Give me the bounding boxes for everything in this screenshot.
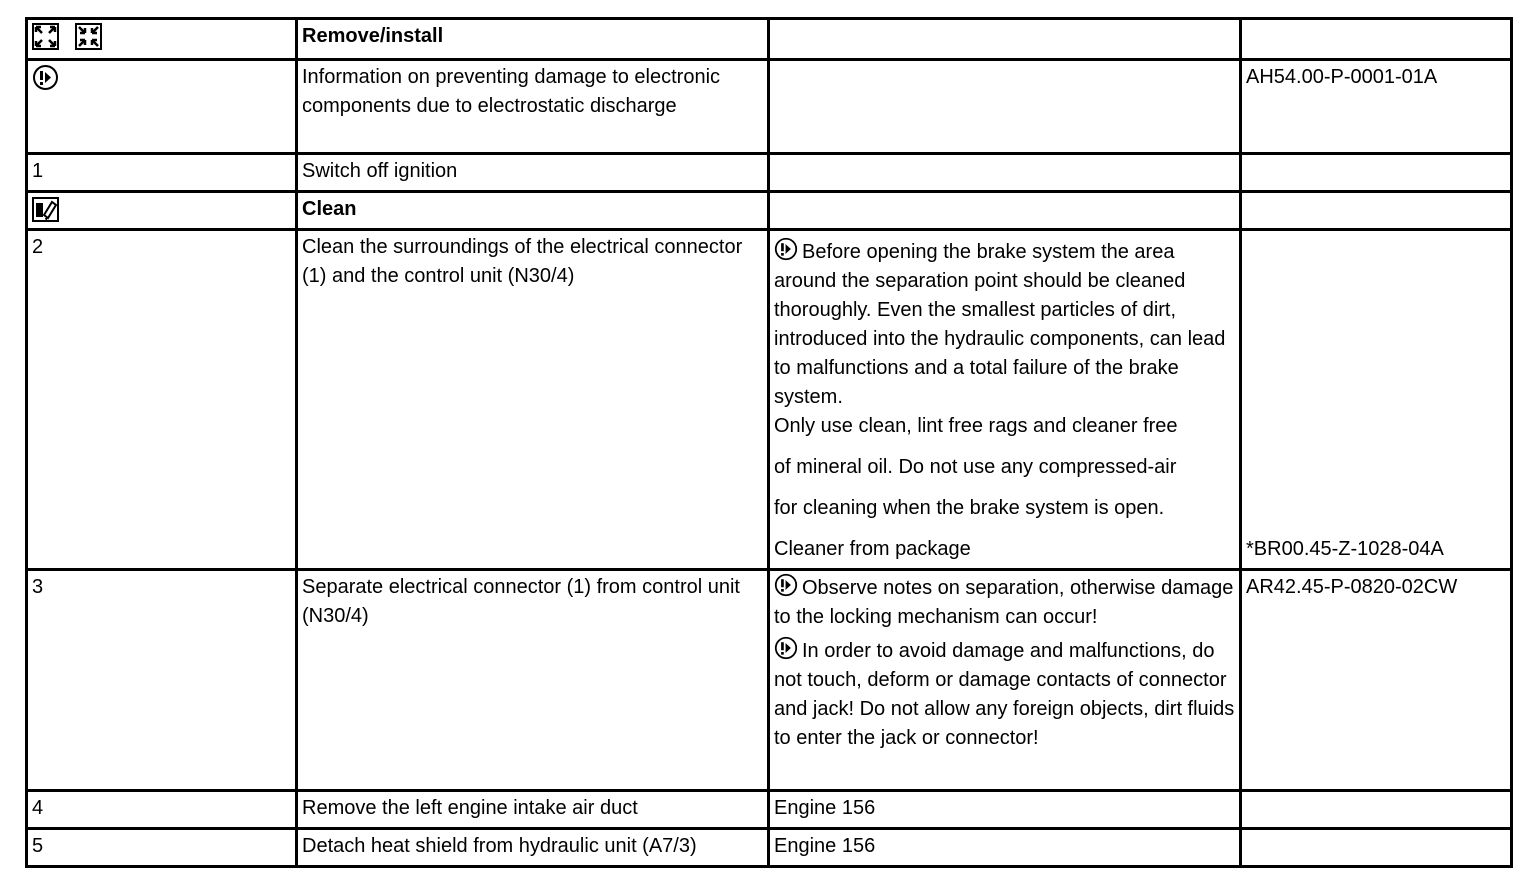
table-row (27, 791, 1512, 829)
caution-note (774, 573, 1235, 632)
note-text: for cleaning when the brake system is open. (774, 497, 1165, 519)
table-row (27, 154, 1512, 192)
clean-icon (32, 197, 59, 222)
note-text: Observe notes on separation, otherwise damage to the locking mechanism can occur! (774, 577, 1234, 628)
notice-icon (32, 64, 59, 91)
step-number: 2 (27, 230, 297, 570)
ref-link[interactable]: AH54.00-P-0001-01A (1241, 60, 1512, 154)
table-row (27, 570, 1512, 791)
ref-link[interactable]: *BR00.45-Z-1028-04A (1246, 538, 1444, 560)
table-row (27, 829, 1512, 867)
action-cell: Detach heat shield from hydraulic unit (A7/3) (297, 829, 769, 867)
action-cell: Clean the surroundings of the electrical connector (1) and the control unit (N30/4) (297, 230, 769, 570)
note-cell (769, 60, 1241, 154)
ref-cell (1241, 192, 1512, 230)
procedure-table (25, 17, 1513, 868)
table-row (27, 60, 1512, 154)
note-cell (769, 570, 1241, 791)
note-text: Cleaner from package (774, 538, 971, 560)
install-icon (75, 23, 102, 50)
notice-icon (774, 573, 798, 597)
step-number: 5 (27, 829, 297, 867)
table-row (27, 230, 1512, 570)
caution-note (774, 237, 1235, 412)
action-cell: Clean (297, 192, 769, 230)
note-cell (769, 230, 1241, 570)
ref-cell (1241, 829, 1512, 867)
action-cell: Remove the left engine intake air duct (297, 791, 769, 829)
note-cell (769, 19, 1241, 60)
ref-cell (1241, 154, 1512, 192)
step-number: 4 (27, 791, 297, 829)
note-text: Before opening the brake system the area around the separation point should be cleaned thoroughly. Even the smallest particles of dirt, introduced into the hydraulic components, can lead to malfunctions and a total failure of the brake system. (774, 241, 1226, 408)
ref-cell (1241, 791, 1512, 829)
notice-icon (774, 636, 798, 660)
note-text: of mineral oil. Do not use any compressed-air (774, 456, 1177, 478)
icon-cell (27, 19, 297, 60)
notice-icon (774, 237, 798, 261)
action-cell: Separate electrical connector (1) from control unit (N30/4) (297, 570, 769, 791)
step-number: 3 (27, 570, 297, 791)
table-row (27, 192, 1512, 230)
note-cell: Engine 156 (769, 791, 1241, 829)
action-cell: Switch off ignition (297, 154, 769, 192)
ref-cell (1241, 230, 1512, 570)
note-cell: Engine 156 (769, 829, 1241, 867)
note-text: In order to avoid damage and malfunctions, do not touch, deform or damage contacts of connector and jack! Do not allow any foreign objects, dirt fluids to enter the jack or connector! (774, 640, 1235, 749)
note-text: Only use clean, lint free rags and cleaner free (774, 415, 1178, 437)
action-cell: Information on preventing damage to electronic components due to electrostatic discharge (297, 60, 769, 154)
icon-cell (27, 192, 297, 230)
table-row (27, 19, 1512, 60)
remove-icon (32, 23, 59, 50)
step-number: 1 (27, 154, 297, 192)
ref-link[interactable]: AR42.45-P-0820-02CW (1241, 570, 1512, 791)
caution-note (774, 636, 1235, 753)
note-cell (769, 192, 1241, 230)
ref-cell (1241, 19, 1512, 60)
icon-cell (27, 60, 297, 154)
action-cell: Remove/install (297, 19, 769, 60)
note-cell (769, 154, 1241, 192)
